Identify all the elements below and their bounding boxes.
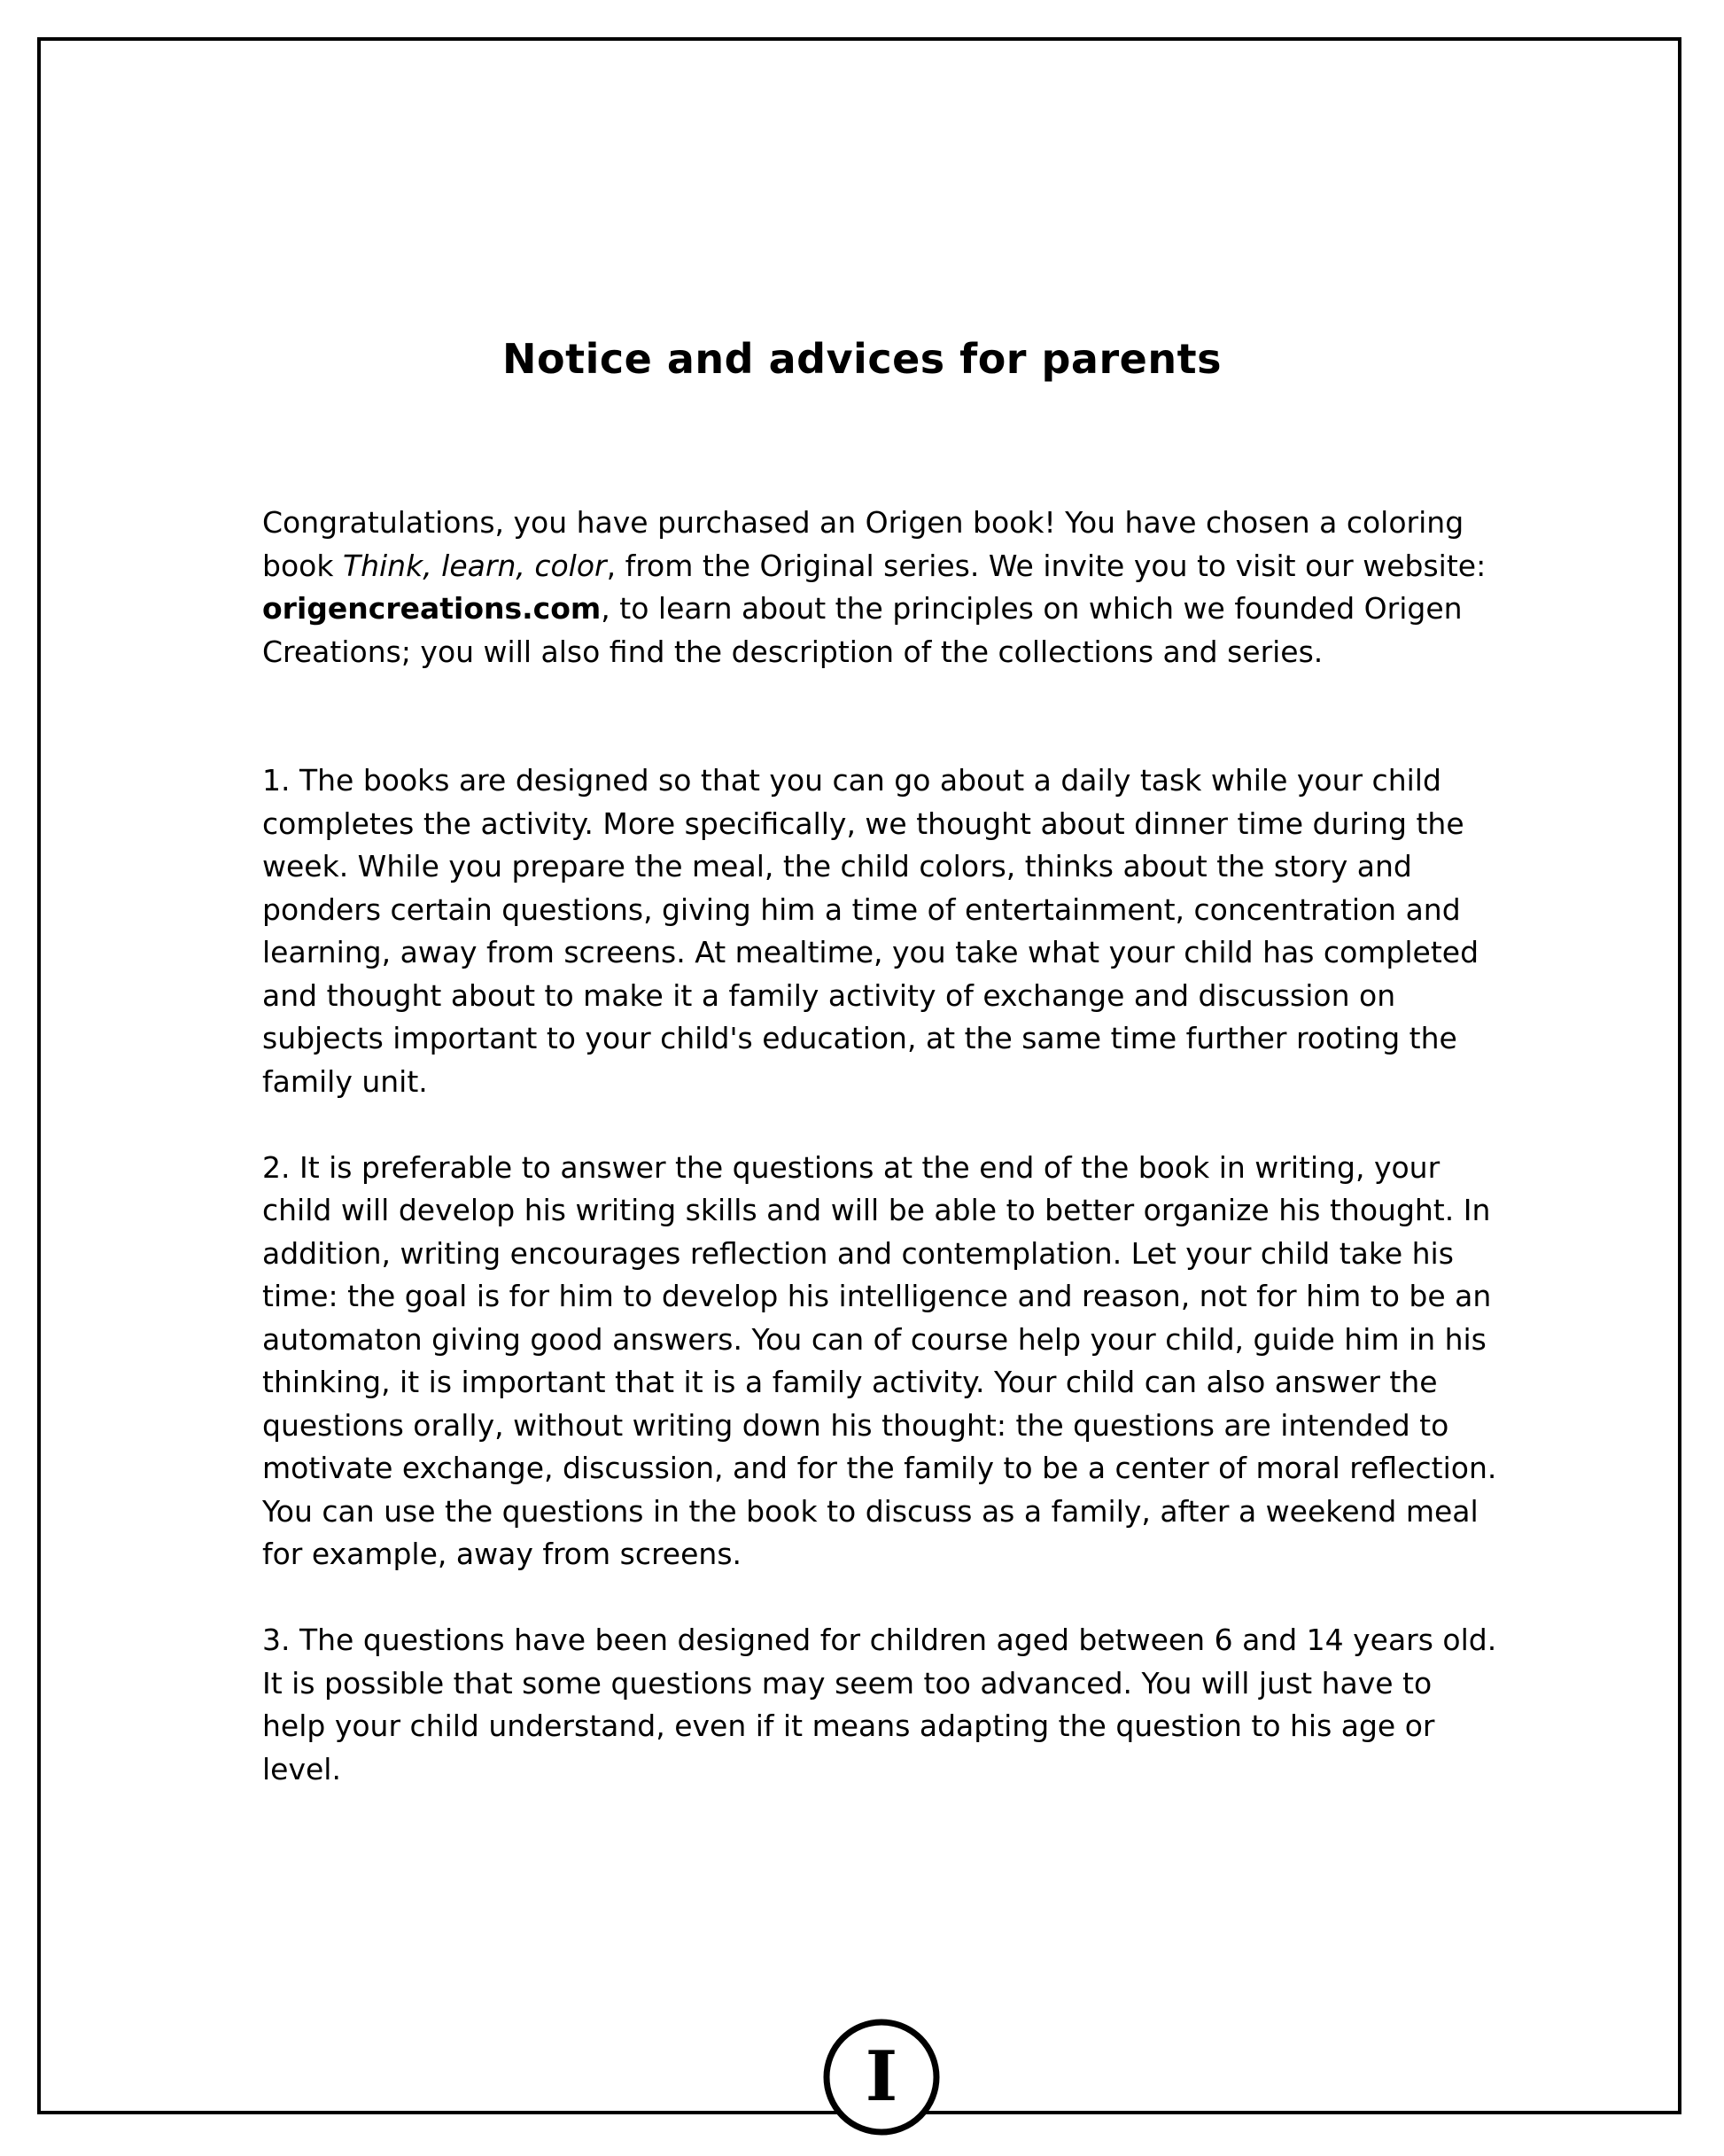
advice-item-2: 2. It is preferable to answer the questions at the end of the book in writing, your child will develop his writing skills and will be able to better organize his thought. In addition, writing encourages reflection and contemplation. Let your child take his time: the goal is for him to develop his intelligence and reason, not for him to be an automaton giving good answers. You can of course help your child, guide him in his thinking, it is important that it is a family activity. Your child can also answer the questions orally, without writing down his thought: the questions are intended to motivate exchange, discussion, and for the family to be a center of moral reflection. You can use the questions in the book to discuss as a family, after a weekend meal for example, away from screens. (262, 1149, 1497, 1571)
website-link: origencreations.com (262, 591, 602, 626)
intro-text-middle: , from the Original series. We invite you to visit our website: (606, 548, 1487, 583)
logo-letter: I (865, 2036, 898, 2117)
page-title: Notice and advices for parents (502, 335, 1222, 383)
advice-item-3: 3. The questions have been designed for children aged between 6 and 14 years old. It is possible that some questions may seem too advanced. You will just have to help your child understand, even if it means adapting the question to his age or level. (262, 1623, 1497, 1786)
book-title: Think, learn, color (342, 548, 607, 583)
intro-text-start: Congratulations, you have purchased an Origen book! You have chosen a coloring book (262, 505, 1464, 583)
notice-body (262, 502, 1503, 1834)
letter-i-circle-logo (823, 2019, 940, 2136)
intro-text-end: , to learn about the principles on which we founded Origen Creations; you will also find the description of the collections and series. (262, 591, 1463, 669)
advice-item-1: 1. The books are designed so that you can go about a daily task while your child completes the activity. More specifically, we thought about dinner time during the week. While you prepare the meal, the child colors, thinks about the story and ponders certain questions, giving him a time of entertainment, concentration and learning, away from screens. At mealtime, you take what your child has completed and thought about to make it a family activity of exchange and discussion on subjects important to your child's education, at the same time further rooting the family unit. (262, 763, 1479, 1099)
intro-paragraph (262, 502, 1503, 673)
